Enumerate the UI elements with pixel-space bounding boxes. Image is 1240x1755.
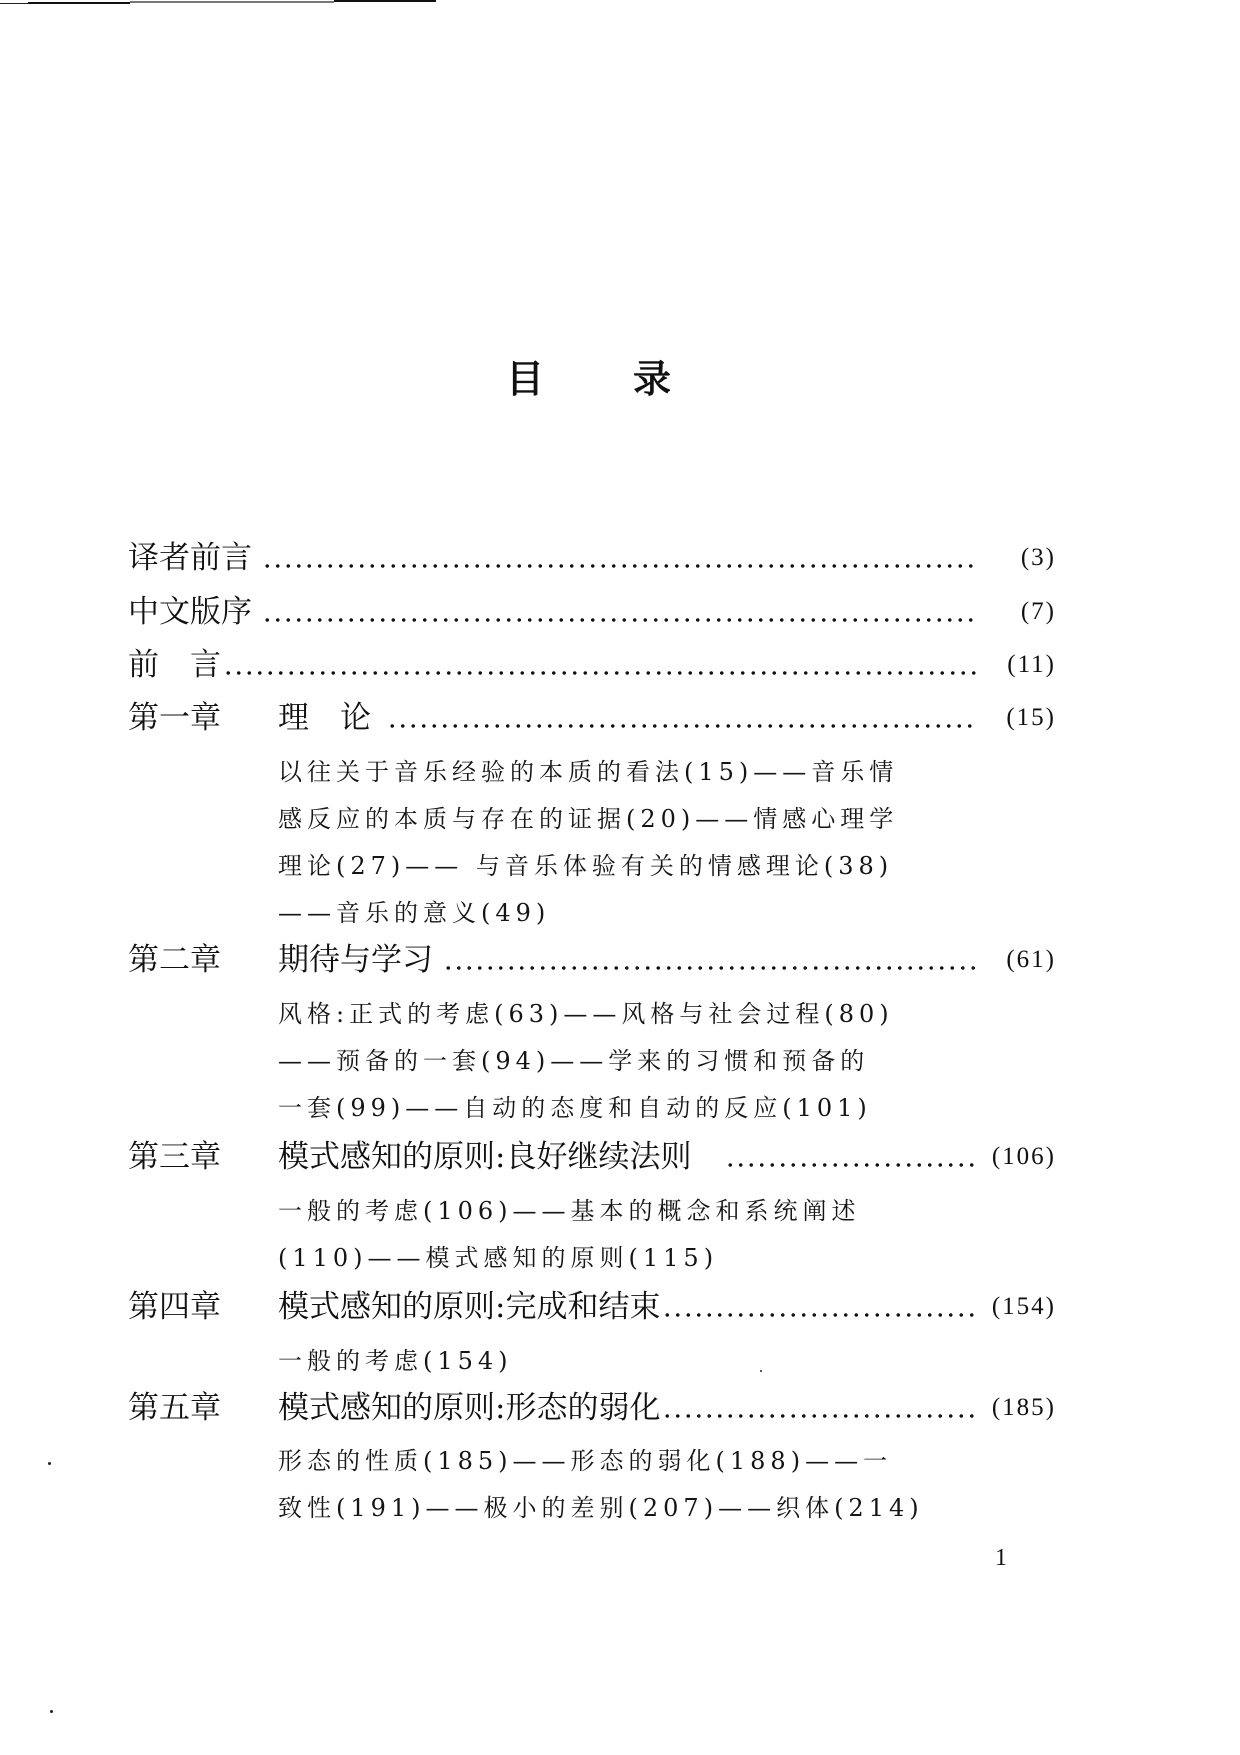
dot-leader: [662, 1386, 976, 1430]
subsection-line: 一套(99)——自动的态度和自动的反应(101): [278, 1094, 872, 1122]
toc-entry-chapter-3[interactable]: [128, 1135, 1056, 1179]
page-title-char-1: 目: [506, 357, 545, 401]
toc-entry-label: 模式感知的原则:良好继续法则: [278, 1139, 692, 1175]
toc-entry-page: (185): [991, 1394, 1056, 1421]
subsection-line: 一般的考虑(106)——基本的概念和系统阐述: [278, 1197, 861, 1225]
scan-speck: [48, 1462, 51, 1465]
subsection-line: 致性(191)——极小的差别(207)——织体(214): [278, 1494, 924, 1522]
toc-entry-label: 理 论: [278, 700, 371, 736]
subsection-line: 风格:正式的考虑(63)——风格与社会过程(80): [278, 1000, 894, 1028]
subsection-line: ——预备的一套(94)——学来的习惯和预备的: [278, 1047, 870, 1075]
dot-leader: [387, 696, 976, 740]
chapter-number: 第三章: [128, 1139, 221, 1175]
scan-edge-line: [130, 1, 334, 3]
toc-entry-label: 中文版序: [128, 594, 252, 630]
subsection-line: 以往关于音乐经验的本质的看法(15)——音乐情: [278, 758, 899, 786]
toc-entry-translator-preface[interactable]: [128, 536, 1056, 580]
page-number: 1: [995, 1545, 1007, 1571]
toc-entry-label: 期待与学习: [278, 942, 433, 978]
toc-entry-chinese-edition-preface[interactable]: [128, 590, 1056, 634]
subsection-line: 一般的考虑(154): [278, 1347, 513, 1375]
subsection-line: ——音乐的意义(49): [278, 899, 551, 927]
dot-leader: [223, 643, 976, 687]
toc-entry-label: 译者前言: [128, 540, 252, 576]
toc-entry-page: (154): [991, 1293, 1056, 1320]
dot-leader: [662, 1285, 976, 1329]
dot-leader: [725, 1135, 976, 1179]
dot-leader: [262, 590, 976, 634]
toc-entry-chapter-1[interactable]: [128, 696, 1056, 740]
subsection-line: 感反应的本质与存在的证据(20)——情感心理学: [278, 805, 899, 833]
subsection-line: 形态的性质(185)——形态的弱化(188)——一: [278, 1447, 893, 1475]
scan-speck: [760, 1370, 762, 1372]
scan-edge-line: [334, 0, 436, 2]
page-title-char-2: 录: [633, 357, 672, 401]
scan-edge-line: [0, 3, 28, 4]
chapter-number: 第四章: [128, 1289, 221, 1325]
toc-entry-chapter-5[interactable]: [128, 1386, 1056, 1430]
subsection-line: (110)——模式感知的原则(115): [278, 1244, 719, 1272]
toc-entry-page: (3): [1020, 544, 1056, 571]
toc-entry-label: 模式感知的原则:形态的弱化: [278, 1390, 661, 1426]
scan-speck: [50, 1710, 53, 1713]
chapter-number: 第二章: [128, 942, 221, 978]
toc-entry-label: 模式感知的原则:完成和结束: [278, 1289, 661, 1325]
chapter-number: 第五章: [128, 1390, 221, 1426]
toc-entry-chapter-2[interactable]: [128, 938, 1056, 982]
toc-entry-page: (15): [1006, 704, 1056, 731]
toc-entry-preface[interactable]: [128, 643, 1056, 687]
toc-entry-page: (106): [991, 1143, 1056, 1170]
subsection-line: 理论(27)—— 与音乐体验有关的情感理论(38): [278, 852, 894, 880]
toc-entry-page: (11): [1007, 651, 1056, 678]
toc-entry-label: 前 言: [128, 647, 221, 683]
toc-entry-page: (61): [1006, 946, 1056, 973]
scan-edge-line: [28, 2, 130, 4]
dot-leader: [262, 536, 976, 580]
toc-entry-page: (7): [1020, 598, 1056, 625]
dot-leader: [443, 938, 976, 982]
chapter-number: 第一章: [128, 700, 221, 736]
toc-entry-chapter-4[interactable]: [128, 1285, 1056, 1329]
